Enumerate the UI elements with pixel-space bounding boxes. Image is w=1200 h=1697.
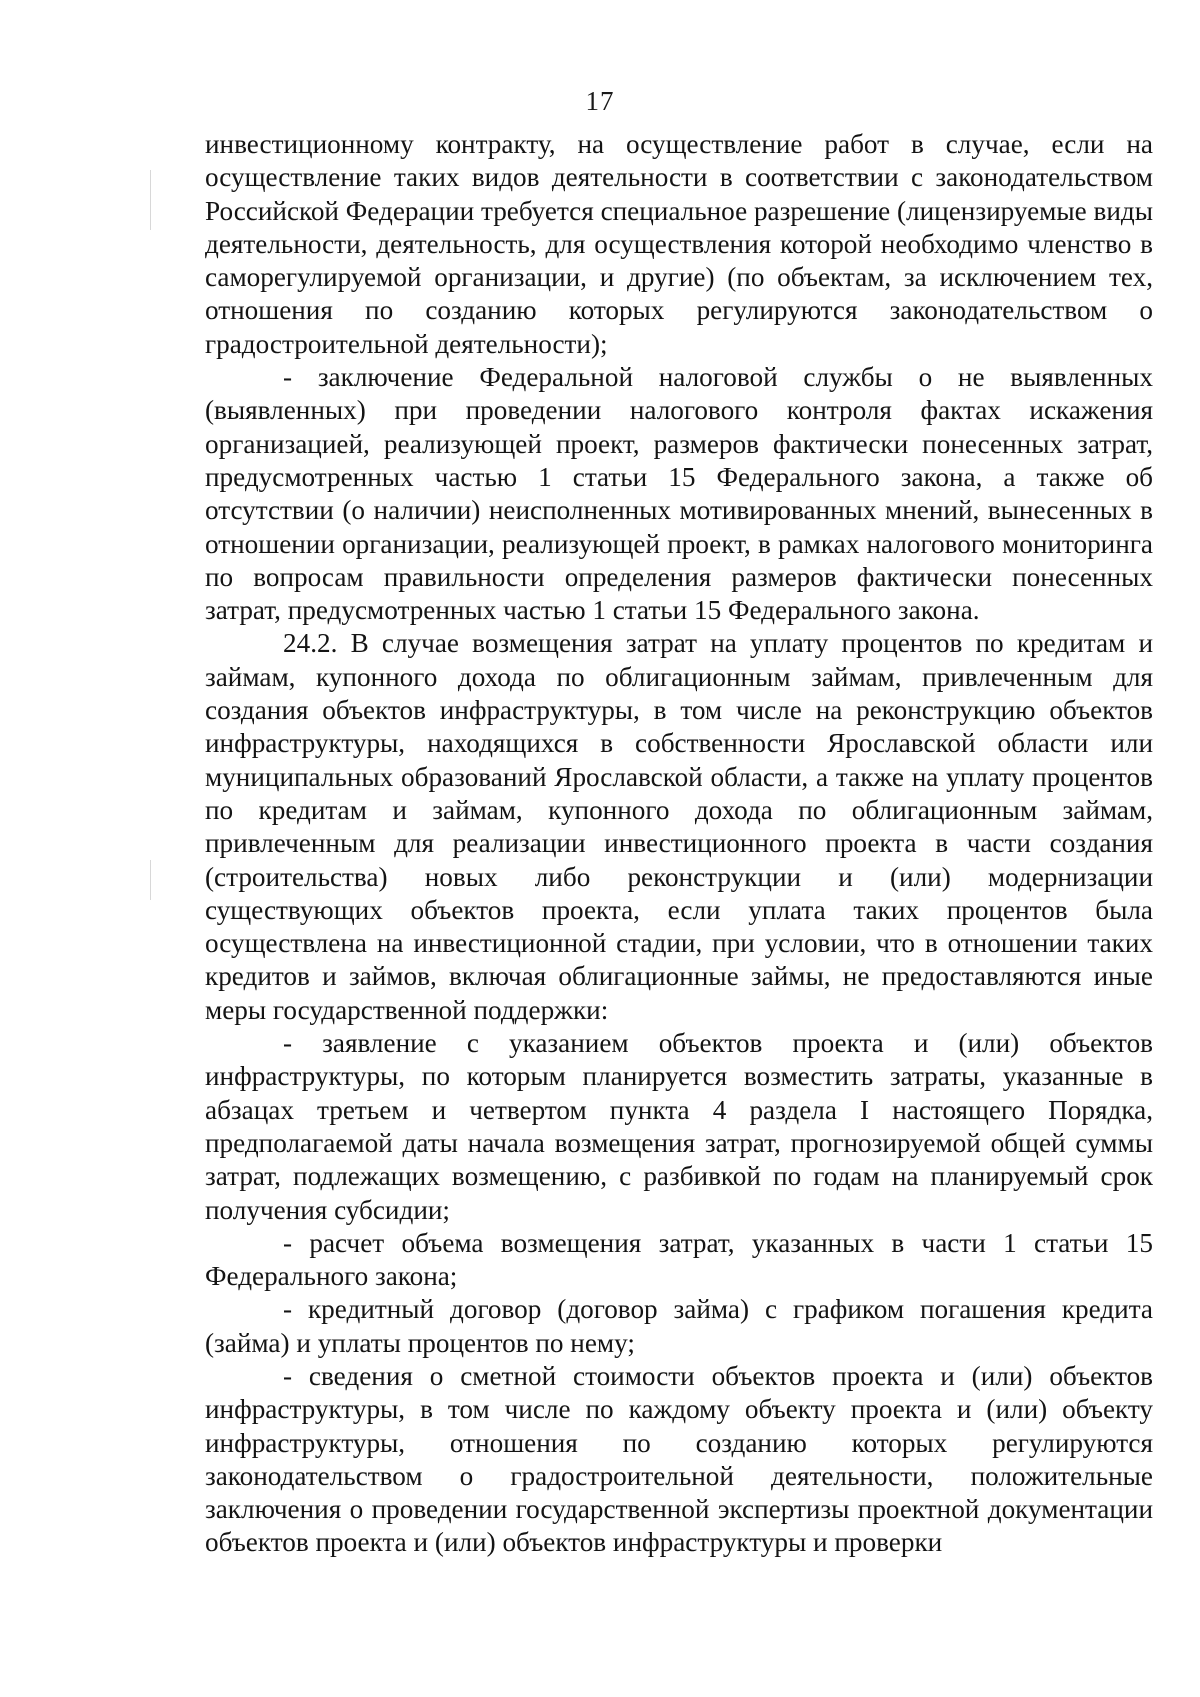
paragraph: - сведения о сметной стоимости объектов проекта и (или) объектов инфраструктуры, в том числе по каждому объекту проекта и (или) объекту инфраструктуры, отношения по созданию которых регулируются законодательством о градостроительной деятельности, положительные заключения о проведении государственной экспертизы проектной документации объектов проекта и (или) объектов инфраструктуры и проверки — [205, 1360, 1153, 1558]
paragraph: - расчет объема возмещения затрат, указанных в части 1 статьи 15 Федерального закона; — [205, 1227, 1153, 1292]
paragraph: 24.2. В случае возмещения затрат на уплату процентов по кредитам и займам, купонного дохода по облигационным займам, привлеченным для создания объектов инфраструктуры, в том числе на реконструкцию объектов инфраструктуры, находящихся в собственности Ярославской области или муниципальных образований Ярославской области, а также на уплату процентов по кредитам и займам, купонного дохода по облигационным займам, привлеченным для реализации инвестиционного проекта в части создания (строительства) новых либо реконструкции и (или) модернизации существующих объектов проекта, если уплата таких процентов была осуществлена на инвестиционной стадии, при условии, что в отношении таких кредитов и займов, включая облигационные займы, не предоставляются иные меры государственной поддержки: — [205, 628, 1153, 1025]
scan-artifact — [150, 860, 151, 900]
page-number: 17 — [585, 86, 615, 116]
paragraph: - заявление с указанием объектов проекта и (или) объектов инфраструктуры, по которым планируется возместить затраты, указанные в абзацах третьем и четвертом пункта 4 раздела I настоящего Порядка, предполагаемой даты начала возмещения затрат, прогнозируемой общей суммы затрат, подлежащих возмещению, с разбивкой по годам на планируемый срок получения субсидии; — [205, 1028, 1153, 1225]
paragraph: инвестиционному контракту, на осуществление работ в случае, если на осуществление таких видов деятельности в соответствии с законодательством Российской Федерации требуется специальное разрешение (лицензируемые виды деятельности, деятельность, для осуществления которой необходимо членство в саморегулируемой организации, и другие) (по объектам, за исключением тех, отношения по созданию которых регулируются законодательством о градостроительной деятельности); — [205, 129, 1153, 359]
paragraph: - заключение Федеральной налоговой службы о не выявленных (выявленных) при проведении налогового контроля фактах искажения организацией, реализующей проект, размеров фактически понесенных затрат, предусмотренных частью 1 статьи 15 Федерального закона, а также об отсутствии (о наличии) неисполненных мотивированных мнений, вынесенных в отношении организации, реализующей проект, в рамках налогового мониторинга по вопросам правильности определения размеров фактически понесенных затрат, предусмотренных частью 1 статьи 15 Федерального закона. — [205, 362, 1153, 626]
paragraph: - кредитный договор (договор займа) с графиком погашения кредита (займа) и уплаты процентов по нему; — [205, 1294, 1153, 1358]
document-body — [205, 128, 1153, 1560]
scan-artifact — [150, 170, 151, 230]
